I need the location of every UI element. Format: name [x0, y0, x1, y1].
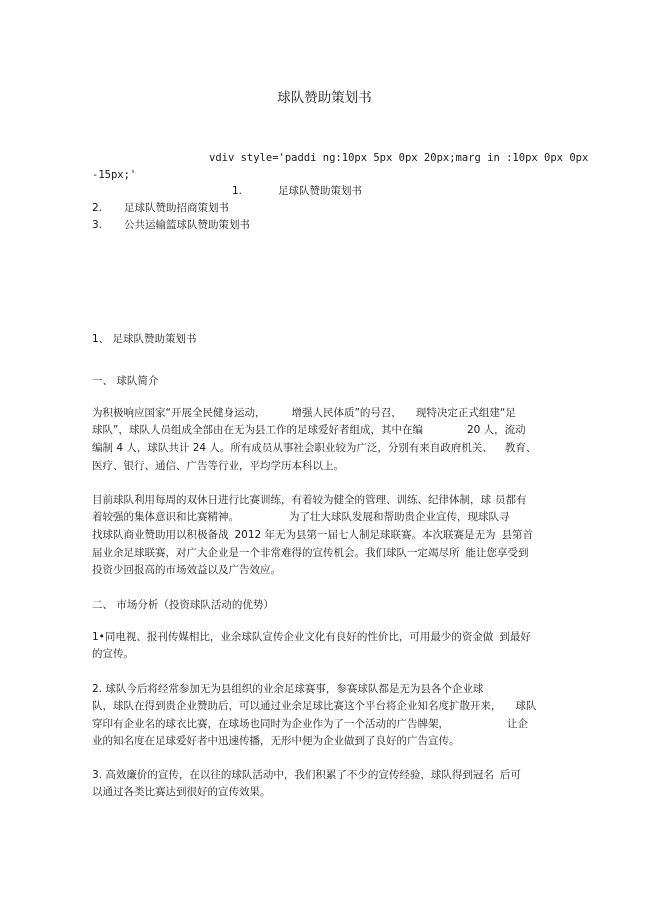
toc-item-label: 公共运输篮球队赞助策划书 — [124, 219, 251, 231]
paragraph-line: 以通过各类比赛达到很好的宣传效果。 — [92, 786, 271, 798]
toc-item-number: 2. — [92, 202, 103, 214]
code-fragment-line-1: vdiv style='paddi ng:10px 5px 0px 20px;marg in :10px 0px 0px — [209, 152, 589, 164]
paragraph-line: 穿印有企业名的球衣比赛，在球场也同时为企业作为了一个活动的广告牌架， 让企 — [92, 718, 528, 730]
section-heading: 1、 足球队赞助策划书 — [92, 333, 197, 345]
toc-item-number: 1. — [232, 185, 243, 197]
paragraph-line: 为积极响应国家“开展全民健身运动， 增强人民体质”的号召， 现特决定正式组建“足 — [92, 407, 516, 419]
paragraph-line: 的宣传。 — [92, 648, 134, 660]
paragraph-line: 队，球队在得到贵企业赞助后，可以通过业余足球比赛这个平台将企业知名度扩散开来， 球队 — [92, 700, 537, 712]
paragraph-line: 目前球队利用每周的双休日进行比赛训练，有着较为健全的管理、训练、纪律体制，球 员都有 — [92, 494, 527, 506]
toc-item-1[interactable] — [232, 184, 362, 198]
paragraph-line: 投资少回报高的市场效益以及广告效应。 — [92, 564, 281, 576]
toc-item-number: 3. — [92, 219, 103, 231]
paragraph-line: 球队”，球队人员组成全部由在无为县工作的足球爱好者组成，其中在编 20 人，流动 — [92, 424, 526, 436]
paragraph-line: 业的知名度在足球爱好者中迅速传播，无形中便为企业做到了良好的广告宣传。 — [92, 735, 460, 747]
paragraph-line: 医疗、银行、通信、广告等行业，平均学历本科以上。 — [92, 460, 344, 472]
toc-item-label: 足球队赞助策划书 — [278, 185, 363, 197]
part-heading-market-analysis: 二、 市场分析（投资球队活动的优势） — [92, 599, 274, 611]
paragraph-line: 2. 球队今后将经常参加无为县组织的业余足球赛事，参赛球队都是无为县各个企业球 — [92, 683, 484, 695]
toc-item-3[interactable] — [92, 218, 250, 232]
part-heading-team-intro: 一、 球队简介 — [92, 375, 159, 387]
paragraph-line: 编制 4 人，球队共计 24 人。所有成员从事社会职业较为广泛，分别有来自政府机关、 教育、 — [92, 442, 537, 454]
paragraph-line: 3. 高效廉价的宣传，在以往的球队活动中，我们积累了不少的宣传经验，球队得到冠名 后可 — [92, 769, 521, 781]
toc-item-2[interactable] — [92, 201, 229, 215]
code-fragment-line-2: -15px;' — [92, 169, 137, 181]
paragraph-line: 找球队商业赞助用以积极备战 2012 年无为县第一届七人制足球联赛。本次联赛是无为 县第首 — [92, 529, 534, 541]
document-title: 球队赞助策划书 — [277, 90, 372, 106]
paragraph-line: 着较强的集体意识和比赛精神。 为了壮大球队发展和帮助贵企业宣传，现球队寻 — [92, 511, 510, 523]
paragraph-line: 1•同电视、报刊传媒相比，业余球队宣传企业文化有良好的性价比，可用最少的资金做 到最好 — [92, 631, 531, 643]
paragraph-line: 届业余足球联赛，对广大企业是一个非常难得的宣传机会。我们球队一定竭尽所 能让您享受到 — [92, 547, 529, 559]
toc-item-label: 足球队赞助招商策划书 — [124, 202, 230, 214]
